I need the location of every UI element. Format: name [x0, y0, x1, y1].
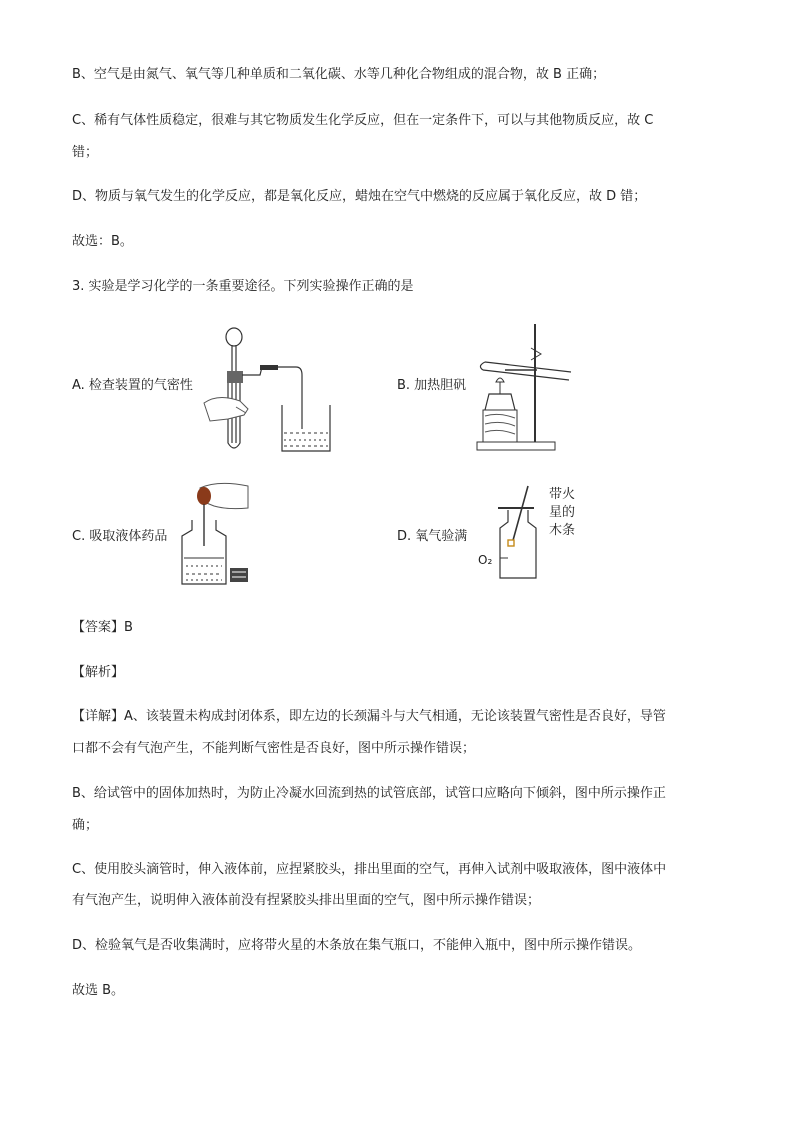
answer-value: B	[124, 620, 133, 635]
option-a-label: A. 检查装置的气密性	[72, 378, 193, 393]
analysis-a-line1: 【详解】A、该装置未构成封闭体系，即左边的长颈漏斗与大气相通，无论该装置气密性是否良好，导管	[72, 709, 666, 724]
analysis-b-line1: B、给试管中的固体加热时，为防止冷凝水回流到热的试管底部，试管口应略向下倾斜，图中所示操作正	[72, 786, 666, 801]
prev-explanation-c-line1: C、稀有气体性质稳定，很难与其它物质发生化学反应，但在一定条件下，可以与其他物质反应，故 C	[72, 113, 654, 128]
figure-a-airtightness-apparatus	[200, 325, 360, 455]
question-stem	[72, 278, 414, 296]
option-b-label: B. 加热胆矾	[397, 378, 467, 393]
answer-line	[72, 619, 133, 637]
figure-b-heating-apparatus	[475, 320, 595, 455]
analysis-d: D、检验氧气是否收集满时，应将带火星的木条放在集气瓶口，不能伸入瓶中，图中所示操作错误。	[72, 938, 642, 953]
analysis-c-line2: 有气泡产生，说明伸入液体前没有捏紧胶头排出里面的空气，图中所示操作错误；	[72, 893, 541, 908]
prev-explanation-b: B、空气是由氮气、氧气等几种单质和二氧化碳、水等几种化合物组成的混合物，故 B 正确；	[72, 67, 606, 82]
figure-d-o2-label: O₂	[478, 553, 493, 567]
option-d-label: D. 氧气验满	[397, 529, 468, 544]
prev-conclusion: 故选：B。	[72, 234, 133, 249]
option-c-label: C. 吸取液体药品	[72, 529, 168, 544]
prev-explanation-d: D、物质与氧气发生的化学反应，都是氧化反应，蜡烛在空气中燃烧的反应属于氧化反应，故 D 错；	[72, 189, 647, 204]
figure-d-label-line3: 木条	[549, 523, 576, 538]
question-number: 3.	[72, 279, 85, 294]
answer-label: 【答案】	[72, 620, 125, 635]
prev-explanation-c-line2: 错；	[72, 145, 99, 160]
analysis-conclusion: 故选 B。	[72, 983, 125, 998]
figure-d-label-line1: 带火	[549, 487, 576, 502]
question-text: 实验是学习化学的一条重要途径。下列实验操作正确的是	[88, 279, 414, 294]
analysis-a-line2: 口都不会有气泡产生，不能判断气密性是否良好，图中所示操作错误；	[72, 741, 476, 756]
figure-d-gas-bottle	[478, 482, 548, 587]
analysis-c-line1: C、使用胶头滴管时，伸入液体前，应捏紧胶头，排出里面的空气，再伸入试剂中吸取液体，图中液体中	[72, 862, 667, 877]
figure-d-label-line2: 星的	[549, 505, 576, 520]
figure-c-dropper-apparatus	[178, 480, 268, 590]
analysis-b-line2: 确；	[72, 818, 99, 833]
analysis-label: 【解析】	[72, 665, 125, 680]
